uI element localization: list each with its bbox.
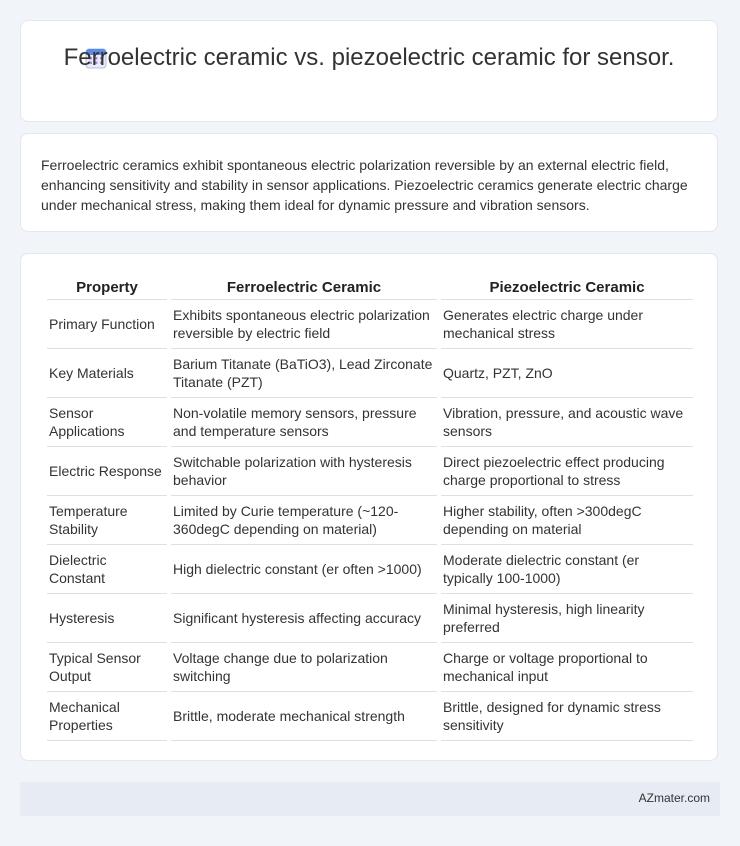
ferroelectric-cell: Non-volatile memory sensors, pressure and temperature sensors — [171, 398, 437, 447]
intro-card — [20, 133, 718, 232]
property-cell: Primary Function — [47, 300, 167, 349]
intro-paragraph: Ferroelectric ceramics exhibit spontaneous electric polarization reversible by an external electric field, enhancing sensitivity and stability in sensor applications. Piezoelectric ceramics generate electric charge under mechanical stress, making them ideal for dynamic pressure and vibration sensors. — [41, 157, 688, 213]
piezoelectric-cell: Generates electric charge under mechanical stress — [441, 300, 693, 349]
piezoelectric-cell: Higher stability, often >300degC depending on material — [441, 496, 693, 545]
table-header-row — [47, 275, 693, 300]
property-cell: Temperature Stability — [47, 496, 167, 545]
header-property: Property — [47, 275, 167, 300]
property-cell: Sensor Applications — [47, 398, 167, 447]
table-row — [47, 447, 693, 496]
table-row — [47, 594, 693, 643]
piezoelectric-cell: Quartz, PZT, ZnO — [441, 349, 693, 398]
ferroelectric-cell: Brittle, moderate mechanical strength — [171, 692, 437, 741]
comparison-card — [20, 253, 718, 761]
ferroelectric-cell: Limited by Curie temperature (~120-360degC depending on material) — [171, 496, 437, 545]
header-ferroelectric: Ferroelectric Ceramic — [171, 275, 437, 300]
property-cell: Hysteresis — [47, 594, 167, 643]
ferroelectric-cell: Exhibits spontaneous electric polarization reversible by electric field — [171, 300, 437, 349]
piezoelectric-cell: Vibration, pressure, and acoustic wave sensors — [441, 398, 693, 447]
ferroelectric-cell: Significant hysteresis affecting accuracy — [171, 594, 437, 643]
property-cell: Dielectric Constant — [47, 545, 167, 594]
ferroelectric-cell: Barium Titanate (BaTiO3), Lead Zirconate Titanate (PZT) — [171, 349, 437, 398]
header-piezoelectric: Piezoelectric Ceramic — [441, 275, 693, 300]
footer-bar — [20, 782, 720, 816]
table-row — [47, 545, 693, 594]
property-cell: Electric Response — [47, 447, 167, 496]
property-cell: Key Materials — [47, 349, 167, 398]
footer-brand: AZmater.com — [638, 791, 710, 805]
table-row — [47, 300, 693, 349]
piezoelectric-cell: Direct piezoelectric effect producing charge proportional to stress — [441, 447, 693, 496]
table-row — [47, 643, 693, 692]
piezoelectric-cell: Moderate dielectric constant (er typically 100-1000) — [441, 545, 693, 594]
table-row — [47, 349, 693, 398]
property-cell: Mechanical Properties — [47, 692, 167, 741]
comparison-table — [43, 275, 697, 741]
ferroelectric-cell: High dielectric constant (er often >1000) — [171, 545, 437, 594]
table-row — [47, 692, 693, 741]
table-row — [47, 496, 693, 545]
piezoelectric-cell: Brittle, designed for dynamic stress sensitivity — [441, 692, 693, 741]
page-title: Ferroelectric ceramic vs. piezoelectric ceramic for sensor. — [63, 44, 675, 71]
property-cell: Typical Sensor Output — [47, 643, 167, 692]
piezoelectric-cell: Minimal hysteresis, high linearity preferred — [441, 594, 693, 643]
piezoelectric-cell: Charge or voltage proportional to mechanical input — [441, 643, 693, 692]
title-card — [20, 20, 718, 122]
ferroelectric-cell: Switchable polarization with hysteresis behavior — [171, 447, 437, 496]
ferroelectric-cell: Voltage change due to polarization switching — [171, 643, 437, 692]
table-row — [47, 398, 693, 447]
